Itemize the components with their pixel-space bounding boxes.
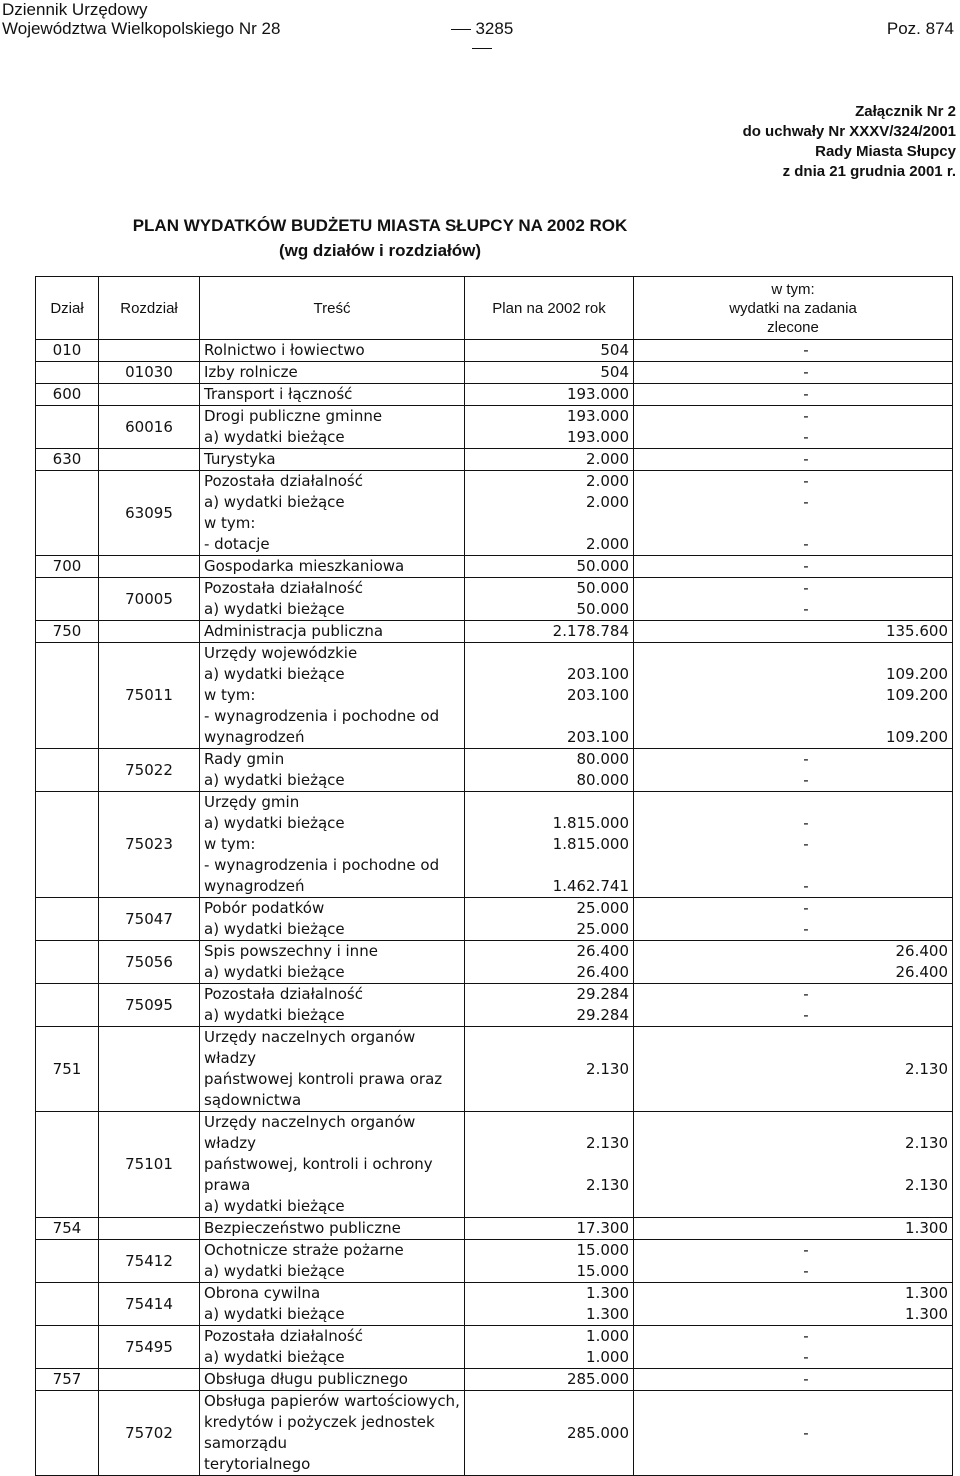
cell-rozdzial: 01030 bbox=[99, 362, 200, 384]
cell-rozdzial: 75095 bbox=[99, 984, 200, 1027]
cell-zlecone: - bbox=[634, 1391, 953, 1476]
cell-rozdzial: 75702 bbox=[99, 1391, 200, 1476]
table-row bbox=[36, 643, 953, 749]
cell-zlecone: 2.130 bbox=[634, 1027, 953, 1112]
cell-tresc: Pozostała działalność a) wydatki bieżące w tym: - dotacje bbox=[200, 471, 465, 556]
cell-zlecone: 135.600 bbox=[634, 621, 953, 643]
cell-rozdzial: 75412 bbox=[99, 1240, 200, 1283]
cell-tresc: Rolnictwo i łowiectwo bbox=[200, 340, 465, 362]
cell-dzial bbox=[36, 1283, 99, 1326]
cell-dzial bbox=[36, 578, 99, 621]
table-row bbox=[36, 406, 953, 449]
cell-zlecone: - - bbox=[634, 1326, 953, 1369]
cell-tresc: Obrona cywilna a) wydatki bieżące bbox=[200, 1283, 465, 1326]
table-row bbox=[36, 340, 953, 362]
table-row bbox=[36, 449, 953, 471]
cell-dzial: 754 bbox=[36, 1218, 99, 1240]
gazette-header bbox=[0, 0, 960, 44]
cell-rozdzial: 75495 bbox=[99, 1326, 200, 1369]
cell-dzial bbox=[36, 406, 99, 449]
gazette-voivodeship: Województwa Wielkopolskiego Nr 28 bbox=[2, 19, 281, 38]
cell-dzial bbox=[36, 898, 99, 941]
cell-tresc: Pozostała działalność a) wydatki bieżące bbox=[200, 984, 465, 1027]
cell-dzial: 750 bbox=[36, 621, 99, 643]
dash-right bbox=[472, 48, 492, 49]
cell-dzial: 751 bbox=[36, 1027, 99, 1112]
cell-zlecone: 1.300 1.300 bbox=[634, 1283, 953, 1326]
header-dzial: Dział bbox=[36, 277, 99, 340]
cell-rozdzial bbox=[99, 621, 200, 643]
cell-rozdzial: 70005 bbox=[99, 578, 200, 621]
table-row bbox=[36, 384, 953, 406]
cell-zlecone: - - bbox=[634, 406, 953, 449]
cell-zlecone: - bbox=[634, 1369, 953, 1391]
cell-tresc: Drogi publiczne gminne a) wydatki bieżące bbox=[200, 406, 465, 449]
budget-table bbox=[35, 276, 953, 1476]
cell-tresc: Turystyka bbox=[200, 449, 465, 471]
table-row bbox=[36, 941, 953, 984]
cell-zlecone: - - bbox=[634, 1240, 953, 1283]
cell-rozdzial bbox=[99, 1027, 200, 1112]
cell-plan: 2.130 2.130 bbox=[465, 1112, 634, 1218]
cell-plan: 504 bbox=[465, 340, 634, 362]
cell-dzial: 600 bbox=[36, 384, 99, 406]
cell-plan: 50.000 bbox=[465, 556, 634, 578]
cell-dzial bbox=[36, 643, 99, 749]
cell-plan: 193.000 193.000 bbox=[465, 406, 634, 449]
cell-tresc: Transport i łączność bbox=[200, 384, 465, 406]
cell-zlecone: - bbox=[634, 556, 953, 578]
cell-rozdzial: 60016 bbox=[99, 406, 200, 449]
position-number: Poz. 874 bbox=[886, 19, 954, 38]
table-row bbox=[36, 1027, 953, 1112]
cell-tresc: Pozostała działalność a) wydatki bieżące bbox=[200, 578, 465, 621]
cell-dzial bbox=[36, 1326, 99, 1369]
attachment-note: Załącznik Nr 2 do uchwały Nr XXXV/324/2001 Rady Miasta Słupcy z dnia 21 grudnia 2001 r. bbox=[742, 103, 956, 180]
cell-dzial bbox=[36, 471, 99, 556]
table-row bbox=[36, 1391, 953, 1476]
cell-plan: 80.000 80.000 bbox=[465, 749, 634, 792]
table-row bbox=[36, 1369, 953, 1391]
header-wtym: w tym: wydatki na zadania zlecone bbox=[634, 277, 953, 340]
cell-zlecone: - - - bbox=[634, 471, 953, 556]
cell-rozdzial bbox=[99, 340, 200, 362]
table-row bbox=[36, 1283, 953, 1326]
cell-dzial: 700 bbox=[36, 556, 99, 578]
cell-plan: 203.100 203.100 203.100 bbox=[465, 643, 634, 749]
cell-plan: 285.000 bbox=[465, 1369, 634, 1391]
cell-zlecone: 2.130 2.130 bbox=[634, 1112, 953, 1218]
header-tresc: Treść bbox=[200, 277, 465, 340]
table-row bbox=[36, 362, 953, 384]
table-header-row bbox=[36, 277, 953, 340]
cell-rozdzial: 75101 bbox=[99, 1112, 200, 1218]
table-row bbox=[36, 578, 953, 621]
cell-zlecone: - bbox=[634, 340, 953, 362]
cell-plan: 25.000 25.000 bbox=[465, 898, 634, 941]
cell-dzial bbox=[36, 1391, 99, 1476]
cell-zlecone: - bbox=[634, 384, 953, 406]
cell-plan: 1.300 1.300 bbox=[465, 1283, 634, 1326]
cell-plan: 504 bbox=[465, 362, 634, 384]
cell-plan: 26.400 26.400 bbox=[465, 941, 634, 984]
table-row bbox=[36, 984, 953, 1027]
cell-rozdzial: 75047 bbox=[99, 898, 200, 941]
header-plan: Plan na 2002 rok bbox=[465, 277, 634, 340]
cell-tresc: Urzędy gmin a) wydatki bieżące w tym: - wynagrodzenia i pochodne od wynagrodzeń bbox=[200, 792, 465, 898]
cell-tresc: Gospodarka mieszkaniowa bbox=[200, 556, 465, 578]
table-row bbox=[36, 1326, 953, 1369]
page-number: 3285 bbox=[440, 19, 524, 57]
cell-rozdzial bbox=[99, 1369, 200, 1391]
cell-tresc: Ochotnicze straże pożarne a) wydatki bieżące bbox=[200, 1240, 465, 1283]
cell-rozdzial bbox=[99, 556, 200, 578]
cell-dzial: 010 bbox=[36, 340, 99, 362]
cell-plan: 29.284 29.284 bbox=[465, 984, 634, 1027]
table-row bbox=[36, 1112, 953, 1218]
table-row bbox=[36, 471, 953, 556]
cell-rozdzial: 75011 bbox=[99, 643, 200, 749]
cell-dzial bbox=[36, 941, 99, 984]
page-title: PLAN WYDATKÓW BUDŻETU MIASTA SŁUPCY NA 2002 ROK (wg działów i rozdziałów) bbox=[132, 216, 628, 260]
table-row bbox=[36, 792, 953, 898]
cell-zlecone: - bbox=[634, 449, 953, 471]
cell-rozdzial bbox=[99, 384, 200, 406]
gazette-title: Dziennik Urzędowy bbox=[2, 0, 148, 19]
cell-tresc: Pozostała działalność a) wydatki bieżące bbox=[200, 1326, 465, 1369]
cell-plan: 17.300 bbox=[465, 1218, 634, 1240]
cell-rozdzial: 75022 bbox=[99, 749, 200, 792]
cell-plan: 1.815.000 1.815.000 1.462.741 bbox=[465, 792, 634, 898]
cell-plan: 285.000 bbox=[465, 1391, 634, 1476]
header-rozdzial: Rozdział bbox=[99, 277, 200, 340]
cell-plan: 1.000 1.000 bbox=[465, 1326, 634, 1369]
cell-dzial bbox=[36, 749, 99, 792]
cell-rozdzial: 63095 bbox=[99, 471, 200, 556]
cell-plan: 2.130 bbox=[465, 1027, 634, 1112]
cell-tresc: Urzędy naczelnych organów władzy państwowej kontroli prawa oraz sądownictwa bbox=[200, 1027, 465, 1112]
cell-plan: 2.000 bbox=[465, 449, 634, 471]
cell-zlecone: 26.400 26.400 bbox=[634, 941, 953, 984]
cell-zlecone: - - bbox=[634, 898, 953, 941]
cell-plan: 193.000 bbox=[465, 384, 634, 406]
cell-rozdzial bbox=[99, 449, 200, 471]
cell-plan: 2.178.784 bbox=[465, 621, 634, 643]
table-row bbox=[36, 1240, 953, 1283]
cell-dzial: 630 bbox=[36, 449, 99, 471]
table-row bbox=[36, 749, 953, 792]
cell-dzial bbox=[36, 362, 99, 384]
table-row bbox=[36, 556, 953, 578]
cell-tresc: Obsługa długu publicznego bbox=[200, 1369, 465, 1391]
cell-dzial bbox=[36, 1112, 99, 1218]
cell-plan: 50.000 50.000 bbox=[465, 578, 634, 621]
table-row bbox=[36, 621, 953, 643]
table-row bbox=[36, 1218, 953, 1240]
cell-zlecone: 1.300 bbox=[634, 1218, 953, 1240]
cell-tresc: Spis powszechny i inne a) wydatki bieżące bbox=[200, 941, 465, 984]
cell-zlecone: - - bbox=[634, 749, 953, 792]
cell-zlecone: - bbox=[634, 362, 953, 384]
dash-left bbox=[451, 29, 471, 30]
cell-tresc: Obsługa papierów wartościowych, kredytów i pożyczek jednostek samorządu terytorialnego bbox=[200, 1391, 465, 1476]
cell-tresc: Bezpieczeństwo publiczne bbox=[200, 1218, 465, 1240]
cell-zlecone: - - bbox=[634, 984, 953, 1027]
cell-tresc: Rady gmin a) wydatki bieżące bbox=[200, 749, 465, 792]
cell-tresc: Urzędy wojewódzkie a) wydatki bieżące w tym: - wynagrodzenia i pochodne od wynagrodzeń bbox=[200, 643, 465, 749]
cell-dzial: 757 bbox=[36, 1369, 99, 1391]
cell-tresc: Pobór podatków a) wydatki bieżące bbox=[200, 898, 465, 941]
cell-rozdzial: 75414 bbox=[99, 1283, 200, 1326]
cell-plan: 15.000 15.000 bbox=[465, 1240, 634, 1283]
cell-zlecone: 109.200 109.200 109.200 bbox=[634, 643, 953, 749]
cell-rozdzial: 75056 bbox=[99, 941, 200, 984]
cell-tresc: Izby rolnicze bbox=[200, 362, 465, 384]
cell-rozdzial bbox=[99, 1218, 200, 1240]
cell-rozdzial: 75023 bbox=[99, 792, 200, 898]
cell-plan: 2.000 2.000 2.000 bbox=[465, 471, 634, 556]
cell-zlecone: - - bbox=[634, 578, 953, 621]
cell-dzial bbox=[36, 984, 99, 1027]
cell-tresc: Urzędy naczelnych organów władzy państwowej, kontroli i ochrony prawa a) wydatki bieżące bbox=[200, 1112, 465, 1218]
cell-zlecone: - - - bbox=[634, 792, 953, 898]
cell-dzial bbox=[36, 792, 99, 898]
table-row bbox=[36, 898, 953, 941]
cell-tresc: Administracja publiczna bbox=[200, 621, 465, 643]
cell-dzial bbox=[36, 1240, 99, 1283]
